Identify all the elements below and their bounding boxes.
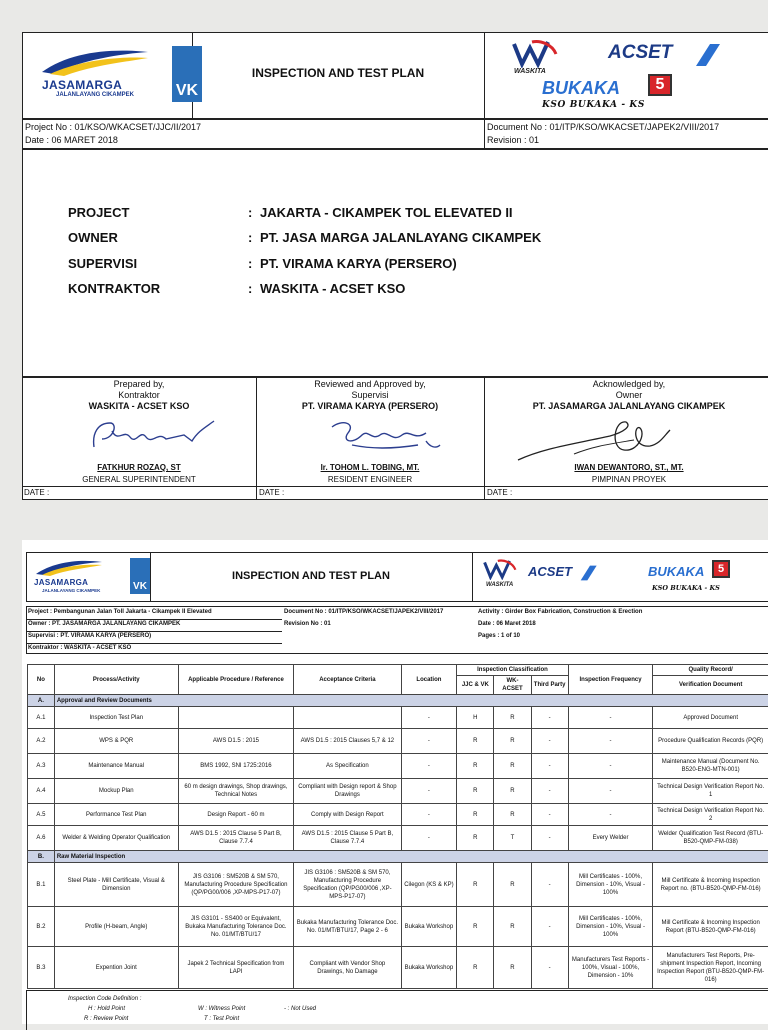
cell-location: - xyxy=(401,779,457,804)
cell-third: - xyxy=(531,907,568,947)
col-no: No xyxy=(28,665,55,695)
info-revision: Revision No : 01 xyxy=(284,621,331,627)
info-project: Project : Pembangunan Jalan Toll Jakarta - Cikampek II Elevated xyxy=(28,609,212,615)
cell-location: - xyxy=(401,707,457,729)
cell-location: Cilegon (KS & KP) xyxy=(401,863,457,907)
field-value-owner: PT. JASA MARGA JALANLAYANG CIKAMPEK xyxy=(260,230,541,245)
cell-no: B.3 xyxy=(28,947,55,989)
jasamarga-logo-small xyxy=(34,558,104,576)
cell-no: A.6 xyxy=(28,826,55,851)
cell-location: - xyxy=(401,754,457,779)
col-third: Third Party xyxy=(531,676,568,695)
acset-mark-icon xyxy=(692,40,722,70)
cell-wk: R xyxy=(494,779,531,804)
jasamarga-subtitle: JALANLAYANG CIKAMPEK xyxy=(56,92,134,98)
cell-jjc: R xyxy=(457,754,494,779)
bukaka-emblem-icon-small: 5 xyxy=(712,560,730,578)
cell-no: A.5 xyxy=(28,804,55,826)
sig2-party: Supervisi xyxy=(256,390,484,400)
table-row xyxy=(28,779,768,804)
cell-process: WPS & PQR xyxy=(54,729,178,754)
field-sep: : xyxy=(248,230,252,245)
sig1-position: GENERAL SUPERINTENDENT xyxy=(22,475,256,484)
field-label-project: PROJECT xyxy=(68,205,129,220)
field-sep: : xyxy=(248,205,252,220)
revision: Revision : 01 xyxy=(487,135,539,145)
field-value-project: JAKARTA - CIKAMPEK TOL ELEVATED II xyxy=(260,205,513,220)
legend-h: H : Hold Point xyxy=(88,1006,125,1012)
cell-process: Profile (H-beam, Angle) xyxy=(54,907,178,947)
cell-record: Welder Qualification Test Record (BTU-B520-QMP-FM-038) xyxy=(653,826,768,851)
legend-t: T : Test Point xyxy=(204,1016,239,1022)
cell-jjc: R xyxy=(457,907,494,947)
cell-process: Performance Test Plan xyxy=(54,804,178,826)
field-value-kontraktor: WASKITA - ACSET KSO xyxy=(260,281,405,296)
cell-procedure: Design Report - 60 m xyxy=(178,804,294,826)
info-document-no: Document No : 01/ITP/KSO/WKACSET/JAPEK2/VIII/2017 xyxy=(284,609,443,615)
document-no: Document No : 01/ITP/KSO/WKACSET/JAPEK2/VIII/2017 xyxy=(487,122,719,132)
cell-no: B.2 xyxy=(28,907,55,947)
cell-jjc: H xyxy=(457,707,494,729)
cell-location: - xyxy=(401,804,457,826)
jasamarga-wordmark-small: JASAMARGA xyxy=(34,578,88,587)
kso-bukaka-label: KSO BUKAKA - KS xyxy=(542,100,645,110)
acset-logo-small: ACSET xyxy=(528,564,572,579)
sig1-date: DATE : xyxy=(24,488,49,497)
table-row xyxy=(28,729,768,754)
legend-dash: - : Not Used xyxy=(284,1006,316,1012)
col-quality-record: Quality Record/ xyxy=(653,665,768,676)
col-criteria: Acceptance Criteria xyxy=(294,665,401,695)
waskita-logo xyxy=(512,38,558,68)
cell-frequency: Mill Certificates - 100%, Dimension - 10%, Visual - 100% xyxy=(568,907,653,947)
cell-jjc: R xyxy=(457,729,494,754)
cover-date: Date : 06 MARET 2018 xyxy=(25,135,118,145)
cell-wk: T xyxy=(494,826,531,851)
sig3-role: Acknowledged by, xyxy=(484,379,768,389)
waskita-logo-small xyxy=(482,558,518,580)
cell-location: Bukaka Workshop xyxy=(401,947,457,989)
section-code: B. xyxy=(28,851,55,863)
cell-process: Inspection Test Plan xyxy=(54,707,178,729)
sig3-position: PIMPINAN PROYEK xyxy=(484,475,768,484)
cell-location: - xyxy=(401,729,457,754)
cell-record: Approved Document xyxy=(653,707,768,729)
field-label-kontraktor: KONTRAKTOR xyxy=(68,281,160,296)
cell-third: - xyxy=(531,947,568,989)
cell-procedure: AWS D1.5 : 2015 Clause 5 Part B, Clause 7.7.4 xyxy=(178,826,294,851)
cell-frequency: Mill Certificates - 100%, Dimension - 10%, Visual - 100% xyxy=(568,863,653,907)
cell-frequency: - xyxy=(568,779,653,804)
sig3-date: DATE : xyxy=(487,488,512,497)
col-frequency: Inspection Frequency xyxy=(568,665,653,695)
cell-wk: R xyxy=(494,754,531,779)
cell-no: B.1 xyxy=(28,863,55,907)
jasamarga-subtitle-small: JALANLAYANG CIKAMPEK xyxy=(42,588,100,593)
cell-no: A.4 xyxy=(28,779,55,804)
cell-criteria: AWS D1.5 : 2015 Clauses 5,7 & 12 xyxy=(294,729,401,754)
cell-jjc: R xyxy=(457,863,494,907)
table-row xyxy=(28,863,768,907)
table-row xyxy=(28,804,768,826)
cell-jjc: R xyxy=(457,804,494,826)
cell-procedure: JIS G3101 - SS400 or Equivalent, Bukaka Manufacturing Tolerance Doc. No. 01/MT/BTU/17 xyxy=(178,907,294,947)
col-inspection-class: Inspection Classification xyxy=(457,665,568,676)
section-title: Raw Material Inspection xyxy=(54,851,768,863)
waskita-wordmark: WASKITA xyxy=(514,68,546,75)
acset-mark-icon-small xyxy=(578,562,598,584)
itp-page xyxy=(22,540,768,1024)
cell-record: Technical Design Verification Report No. 1 xyxy=(653,779,768,804)
table-row xyxy=(28,947,768,989)
cell-third: - xyxy=(531,779,568,804)
bukaka-logo-small: BUKAKA xyxy=(648,564,704,579)
cell-criteria: Compliant with Design report & Shop Drawings xyxy=(294,779,401,804)
waskita-wordmark-small: WASKITA xyxy=(486,582,513,588)
cell-criteria: AWS D1.5 : 2015 Clause 5 Part B, Clause 7.7.4 xyxy=(294,826,401,851)
cell-frequency: - xyxy=(568,707,653,729)
cell-record: Mill Certificate & Incoming Inspection Report (BTU-B520-QMP-FM-016) xyxy=(653,907,768,947)
cell-process: Expention Joint xyxy=(54,947,178,989)
cell-wk: R xyxy=(494,907,531,947)
cell-frequency: - xyxy=(568,804,653,826)
cell-third: - xyxy=(531,863,568,907)
vk-logo-small-text: VK xyxy=(133,581,147,592)
cell-no: A.2 xyxy=(28,729,55,754)
col-verification-doc: Verification Document xyxy=(653,676,768,695)
info-supervisi: Supervisi : PT. VIRAMA KARYA (PERSERO) xyxy=(28,633,151,639)
col-procedure: Applicable Procedure / Reference xyxy=(178,665,294,695)
cell-process: Mockup Plan xyxy=(54,779,178,804)
cell-third: - xyxy=(531,707,568,729)
table-row xyxy=(28,907,768,947)
cell-procedure: BMS 1992, SNI 1725:2016 xyxy=(178,754,294,779)
cell-frequency: Every Welder xyxy=(568,826,653,851)
col-wk: WK-ACSET xyxy=(494,676,531,695)
cell-wk: R xyxy=(494,804,531,826)
cell-no: A.3 xyxy=(28,754,55,779)
sig2-role: Reviewed and Approved by, xyxy=(256,379,484,389)
cell-third: - xyxy=(531,754,568,779)
cell-location: - xyxy=(401,826,457,851)
cell-process: Welder & Welding Operator Qualification xyxy=(54,826,178,851)
cell-wk: R xyxy=(494,729,531,754)
info-pages: Pages : 1 of 10 xyxy=(478,633,520,639)
bukaka-logo: BUKAKA xyxy=(542,78,620,99)
sig1-name: FATKHUR ROZAQ, ST xyxy=(22,463,256,472)
cell-record: Technical Design Verification Report No. 2 xyxy=(653,804,768,826)
cell-jjc: R xyxy=(457,826,494,851)
cell-third: - xyxy=(531,826,568,851)
cell-wk: R xyxy=(494,863,531,907)
cover-title: INSPECTION AND TEST PLAN xyxy=(192,66,484,80)
sig1-role: Prepared by, xyxy=(22,379,256,389)
cell-criteria: Bukaka Manufacturing Tolerance Doc. No. 01/MT/BTU/17, Page 2 - 6 xyxy=(294,907,401,947)
cell-procedure: JIS G3106 : SM520B & SM 570, Manufacturing Procedure Specification (QP/PG00/006 ,XP-MPS-P17-07) xyxy=(178,863,294,907)
cell-frequency: - xyxy=(568,754,653,779)
cell-frequency: - xyxy=(568,729,653,754)
kso-bukaka-label-small: KSO BUKAKA - KS xyxy=(652,584,720,592)
cell-process: Maintenance Manual xyxy=(54,754,178,779)
signature-fatkhur xyxy=(88,417,218,451)
cell-wk: R xyxy=(494,947,531,989)
bukaka-emblem-icon: 5 xyxy=(648,74,672,96)
cell-location: Bukaka Workshop xyxy=(401,907,457,947)
sig3-org: PT. JASAMARGA JALANLAYANG CIKAMPEK xyxy=(484,401,768,411)
field-value-supervisi: PT. VIRAMA KARYA (PERSERO) xyxy=(260,256,457,271)
section-title: Approval and Review Documents xyxy=(54,695,768,707)
jasamarga-logo xyxy=(40,46,150,76)
legend-r: R : Review Point xyxy=(84,1016,128,1022)
section-code: A. xyxy=(28,695,55,707)
cell-criteria: JIS G3106 : SM520B & SM 570, Manufacturing Procedure Specification (QP/PG00/006 ,XP-MPS-P17-07) xyxy=(294,863,401,907)
sig2-date: DATE : xyxy=(259,488,284,497)
cell-criteria xyxy=(294,707,401,729)
cell-third: - xyxy=(531,729,568,754)
legend-title: Inspection Code Definition : xyxy=(68,996,141,1002)
cell-procedure xyxy=(178,707,294,729)
cell-criteria: As Specification xyxy=(294,754,401,779)
cover-page xyxy=(22,32,768,500)
field-sep: : xyxy=(248,256,252,271)
vk-logo-text: VK xyxy=(176,82,198,100)
project-no: Project No : 01/KSO/WKACSET/JJC/II/2017 xyxy=(25,122,201,132)
sig1-party: Kontraktor xyxy=(22,390,256,400)
cell-no: A.1 xyxy=(28,707,55,729)
acset-logo: ACSET xyxy=(608,42,672,64)
col-location: Location xyxy=(401,665,457,695)
sig3-name: IWAN DEWANTORO, ST., MT. xyxy=(484,463,768,472)
table-row xyxy=(28,707,768,729)
field-label-supervisi: SUPERVISI xyxy=(68,256,137,271)
cell-third: - xyxy=(531,804,568,826)
vk-logo-small xyxy=(130,558,150,594)
itp-title: INSPECTION AND TEST PLAN xyxy=(150,570,472,582)
table-row xyxy=(28,754,768,779)
jasamarga-wordmark: JASAMARGA xyxy=(42,78,122,92)
cell-procedure: 60 m design drawings, Shop drawings, Technical Notes xyxy=(178,779,294,804)
cell-process: Steel Plate - Mill Certificate, Visual & Dimension xyxy=(54,863,178,907)
col-jjc: JJC & VK xyxy=(457,676,494,695)
col-process: Process/Activity xyxy=(54,665,178,695)
sig2-position: RESIDENT ENGINEER xyxy=(256,475,484,484)
table-row xyxy=(28,826,768,851)
cell-jjc: R xyxy=(457,947,494,989)
info-kontraktor: Kontraktor : WASKITA - ACSET KSO xyxy=(28,645,131,651)
sig3-party: Owner xyxy=(484,390,768,400)
cell-criteria: Comply with Design Report xyxy=(294,804,401,826)
sig1-org: WASKITA - ACSET KSO xyxy=(22,401,256,411)
cell-procedure: AWS D1.5 : 2015 xyxy=(178,729,294,754)
cell-record: Mill Certificate & Incoming Inspection Report no. (BTU-B520-QMP-FM-016) xyxy=(653,863,768,907)
sig2-name: Ir. TOHOM L. TOBING, MT. xyxy=(256,463,484,472)
info-activity: Activity : Girder Box Fabrication, Construction & Erection xyxy=(478,609,642,615)
field-sep: : xyxy=(248,281,252,296)
cell-wk: R xyxy=(494,707,531,729)
cell-record: Maintenance Manual (Document No. B520-ENG-MTN-001) xyxy=(653,754,768,779)
cell-jjc: R xyxy=(457,779,494,804)
sig2-org: PT. VIRAMA KARYA (PERSERO) xyxy=(256,401,484,411)
legend-w: W : Witness Point xyxy=(198,1006,245,1012)
itp-table xyxy=(27,664,768,989)
info-date: Date : 06 Maret 2018 xyxy=(478,621,536,627)
cell-record: Procedure Qualification Records (PQR) xyxy=(653,729,768,754)
field-label-owner: OWNER xyxy=(68,230,118,245)
signature-tohom xyxy=(322,415,442,455)
info-owner: Owner : PT. JASAMARGA JALANLAYANG CIKAMPEK xyxy=(28,621,180,627)
cell-procedure: Japek 2 Technical Specification from LAPI xyxy=(178,947,294,989)
cell-criteria: Compliant with Vendor Shop Drawings, No Damage xyxy=(294,947,401,989)
cell-record: Manufacturers Test Reports, Pre-shipment Inspection Report, Incoming Inspection Report (BTU-B520-QMP-FM-016) xyxy=(653,947,768,989)
signature-iwan xyxy=(514,418,674,466)
cell-frequency: Manufacturers Test Reports - 100%, Visual - 100%, Dimension - 10% xyxy=(568,947,653,989)
